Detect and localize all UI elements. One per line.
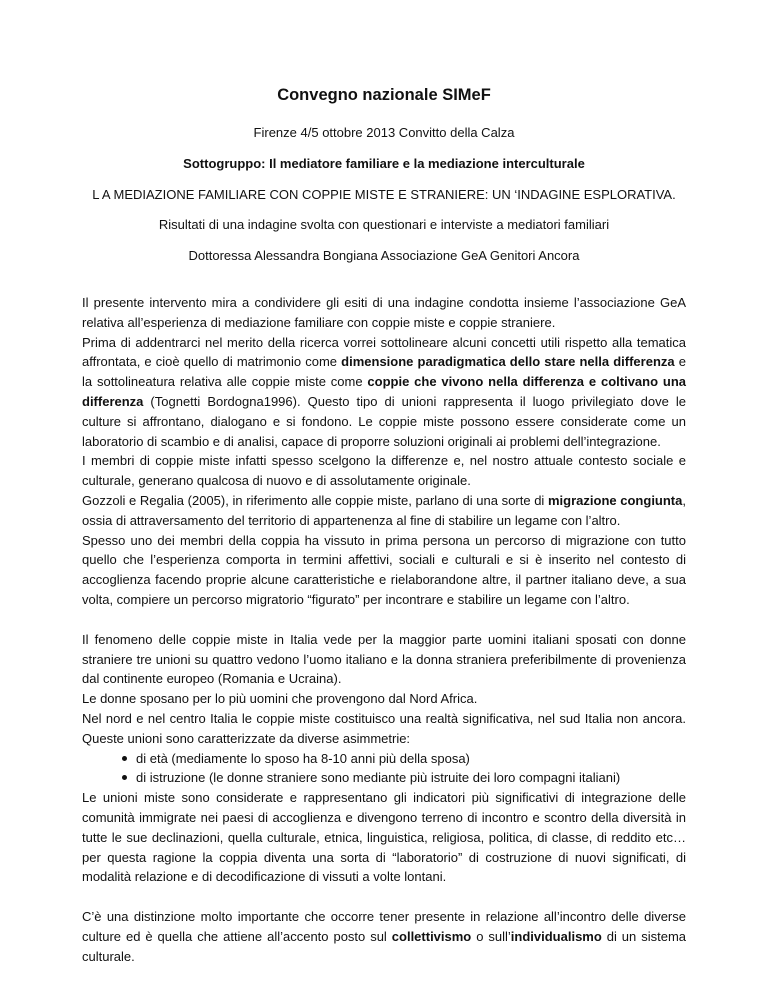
bold-phrase: coppie che vivono nella differenza e coltivano una differenza (82, 374, 686, 409)
text-run: Prima di addentrarci nel merito della ricerca vorrei sottolineare alcuni concetti utili rispetto alla tematica affrontata, e cioè quello di matrimonio come (82, 334, 686, 370)
results-line: Risultati di una indagine svolta con questionari e interviste a mediatori familiari (158, 217, 610, 233)
text-run: e la sottolineatura relativa alle coppie miste come (82, 354, 686, 390)
asymmetry-list (82, 749, 686, 789)
paragraph-10 (82, 907, 686, 966)
paragraph-gap (82, 887, 686, 907)
document-title: Convegno nazionale SIMeF (277, 86, 491, 104)
paragraph-7: Le donne sposano per lo più uomini che provengono dal Nord Africa. (82, 691, 478, 707)
list-item: di età (mediamente lo sposo ha 8-10 anni più della sposa) (124, 749, 686, 769)
text-run: , ossia di attraversamento del territorio di appartenenza al fine di stabilire un legame con l’altro. (82, 492, 686, 528)
list-item: di istruzione (le donne straniere sono mediante più istruite dei loro compagni italiani) (124, 768, 686, 788)
bold-phrase: dimensione paradigmatica dello stare nella differenza (341, 354, 675, 370)
text-run: (Tognetti Bordogna1996). Questo tipo di unioni rappresenta il luogo privilegiato dove le culture si affrontano, dialogano e si fondono. Le coppie miste possono essere considerate come un laboratorio di scambio e di analisi, capace di proporre soluzioni originali ai problemi dell’integrazione. (82, 393, 686, 449)
paragraph-5: Spesso uno dei membri della coppia ha vissuto in prima persona un percorso di migrazione con tutto quello che l’esperienza comporta in termini affettivi, sociali e culturali e si è inserito nel contesto di accoglienza facendo proprie alcune caratteristiche e rielaborandone altre, il partner italiano deve, a sua volta, compiere un percorso migratorio “figurato” per incontrare e stabilire un legame con l’altro. (82, 532, 686, 607)
paragraph-4 (82, 491, 686, 531)
paragraph-3: I membri di coppie miste infatti spesso scelgono la differenze e, nel nostro attuale contesto sociale e culturale, generano qualcosa di nuovo e di assolutamente originale. (82, 453, 686, 489)
event-line: Firenze 4/5 ottobre 2013 Convitto della Calza (253, 125, 515, 140)
paragraph-2 (82, 333, 686, 452)
paragraph-6: Il fenomeno delle coppie miste in Italia vede per la maggior parte uomini italiani sposati con donne straniere tre unioni su quattro vedono l’uomo italiano e la donna straniera preferibilmente di provenienza dal continente europeo (Romania e Ucraina). (82, 631, 686, 687)
paragraph-9: Le unioni miste sono considerate e rappresentano gli indicatori più significativi di integrazione delle comunità immigrate nei paesi di accoglienza e divengono terreno di incontro e scontro della diversità in tutte le sue declinazioni, quella culturale, etnica, linguistica, religiosa, politica, di classe, di reddito etc… per questa ragione la coppia diventa una sorta di “laboratorio” di costruzione di nuovi significati, di modalità relazione e di decodificazione di vissuti a volte lontani. (82, 790, 686, 885)
section-heading: L A MEDIAZIONE FAMILIARE CON COPPIE MISTE E STRANIERE: UN ‘INDAGINE ESPLORATIVA. (92, 186, 676, 202)
bold-phrase: individualismo (510, 928, 602, 944)
bold-phrase: migrazione congiunta (547, 492, 683, 508)
bold-phrase: collettivismo (391, 928, 472, 944)
paragraph-1: Il presente intervento mira a condividere gli esiti di una indagine condotta insieme l’associazione GeA relativa all’esperienza di mediazione familiare con coppie miste e coppie straniere. (82, 294, 686, 330)
text-run: Gozzoli e Regalia (2005), in riferimento alle coppie miste, parlano di una sorte di (82, 492, 548, 508)
paragraph-8: Nel nord e nel centro Italia le coppie miste costituisco una realtà significativa, nel sud Italia non ancora. Queste unioni sono caratterizzate da diverse asimmetrie: (82, 710, 686, 746)
text-run: di un sistema culturale. (82, 928, 687, 964)
text-run: C’è una distinzione molto importante che occorre tener presente in relazione all’incontro delle diverse culture ed è quella che attiene all’accento posto sul (82, 909, 686, 944)
subgroup-line: Sottogruppo: Il mediatore familiare e la mediazione interculturale (183, 155, 585, 171)
paragraph-gap (82, 610, 686, 630)
text-run: o sull’ (471, 928, 511, 944)
author-line: Dottoressa Alessandra Bongiana Associazione GeA Genitori Ancora (188, 248, 580, 264)
